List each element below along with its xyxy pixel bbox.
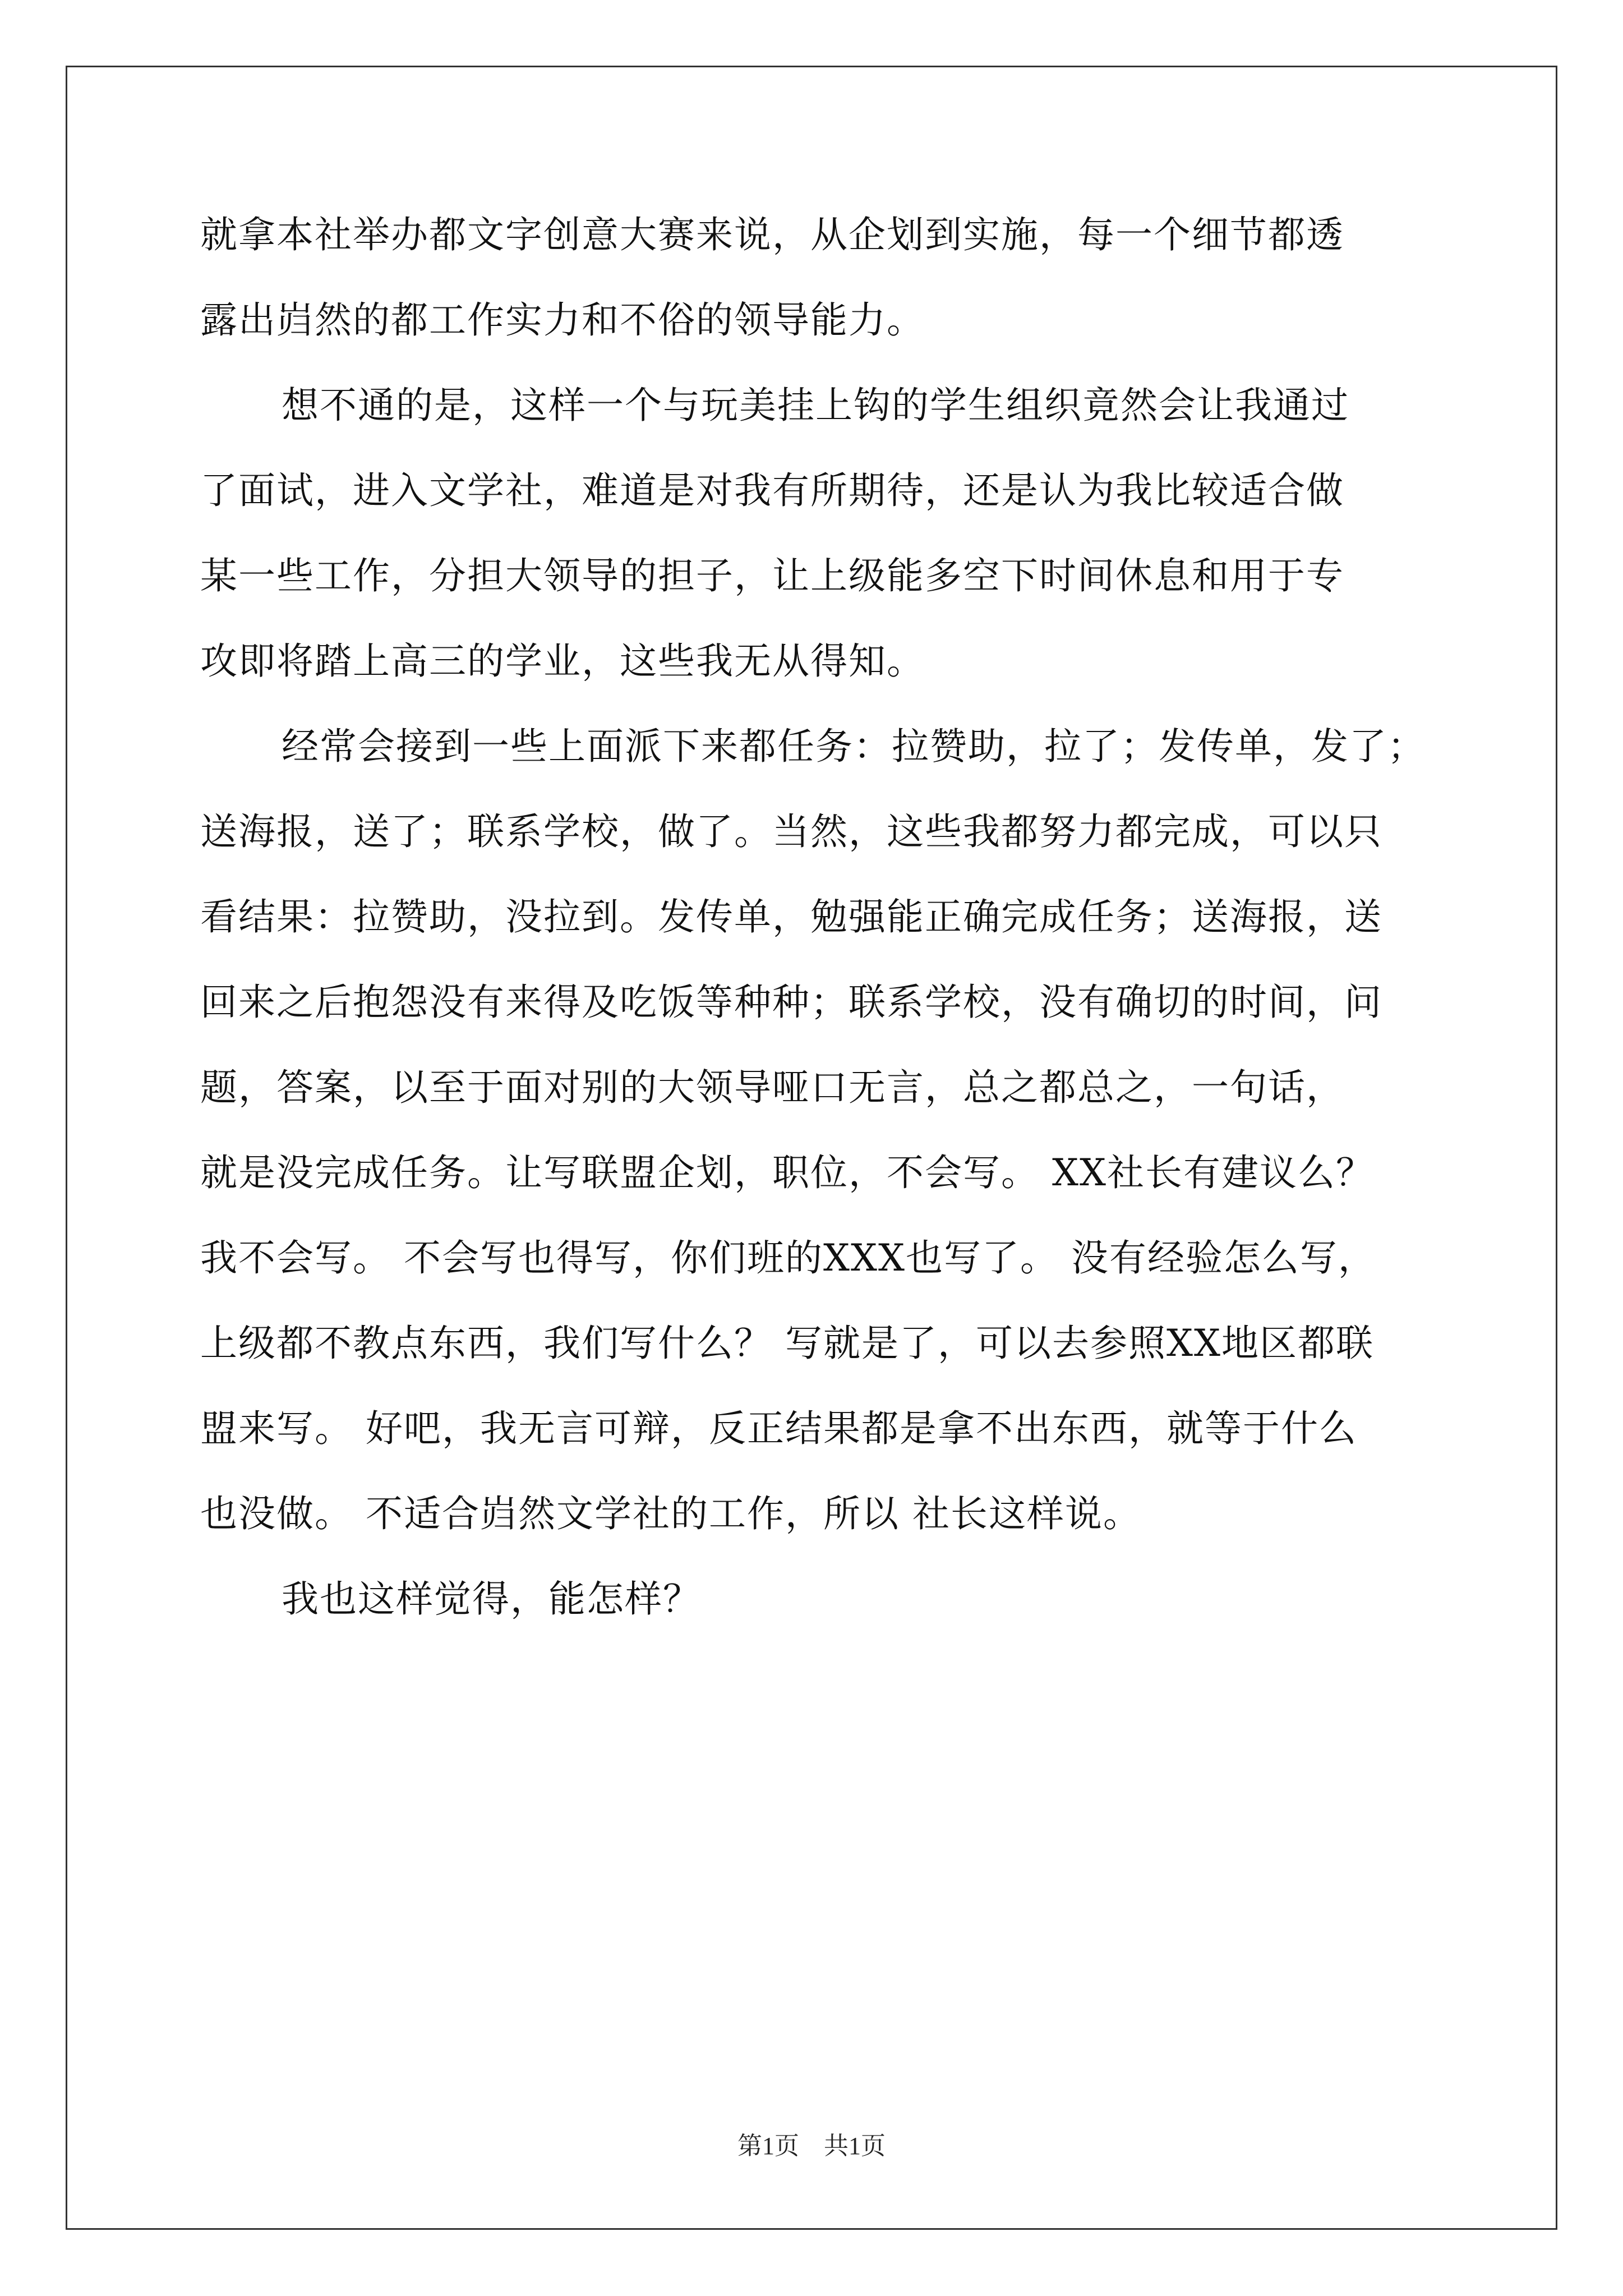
text-line: 露出岿然的都工作实力和不俗的领导能力。 [200,298,925,342]
text-line: 经常会接到一些上面派下来都任务：拉赞助，拉了；发传单，发了； [282,725,1426,768]
text-line: 想不通的是，这样一个与玩美挂上钩的学生组织竟然会让我通过 [282,384,1349,427]
document-body [200,210,1434,2083]
page-footer: 第1页 共1页 [737,2132,886,2160]
text-line: 盟来写。 好吧，我无言可辩，反正结果都是拿不出东西，就等于什么 [200,1407,1357,1450]
paragraph-4 [200,1574,1434,1625]
text-line: 题，答案，以至于面对别的大领导哑口无言，总之都总之，一句话， [200,1066,1344,1109]
text-line: 了面试，进入文学社，难道是对我有所期待，还是认为我比较适合做 [200,469,1344,512]
text-line: 我也这样觉得，能怎样？ [282,1577,701,1621]
paragraph-1 [200,210,1434,346]
text-line: 上级都不教点东西，我们写什么？ 写就是了，可以去参照XX地区都联 [200,1322,1374,1365]
text-line: 就是没完成任务。让写联盟企划，职位，不会写。 XX社长有建议么？ [200,1151,1374,1194]
text-line: 攻即将踏上高三的学业，这些我无从得知。 [200,639,925,683]
paragraph-3 [200,721,1434,1539]
text-line: 看结果：拉赞助，没拉到。发传单，勉强能正确完成任务；送海报，送 [200,895,1382,938]
paragraph-2 [200,380,1434,687]
text-line: 我不会写。 不会写也得写，你们班的XXX也写了。 没有经验怎么写， [200,1236,1376,1280]
text-line: 也没做。 不适合岿然文学社的工作，所以 社长这样说。 [200,1492,1141,1535]
text-line: 送海报，送了；联系学校，做了。当然，这些我都努力都完成，可以只 [200,810,1382,853]
text-line: 某一些工作，分担大领导的担子，让上级能多空下时间休息和用于专 [200,554,1344,597]
text-line: 就拿本社举办都文字创意大赛来说，从企划到实施，每一个细节都透 [200,213,1344,256]
text-line: 回来之后抱怨没有来得及吃饭等种种；联系学校，没有确切的时间，问 [200,981,1382,1024]
